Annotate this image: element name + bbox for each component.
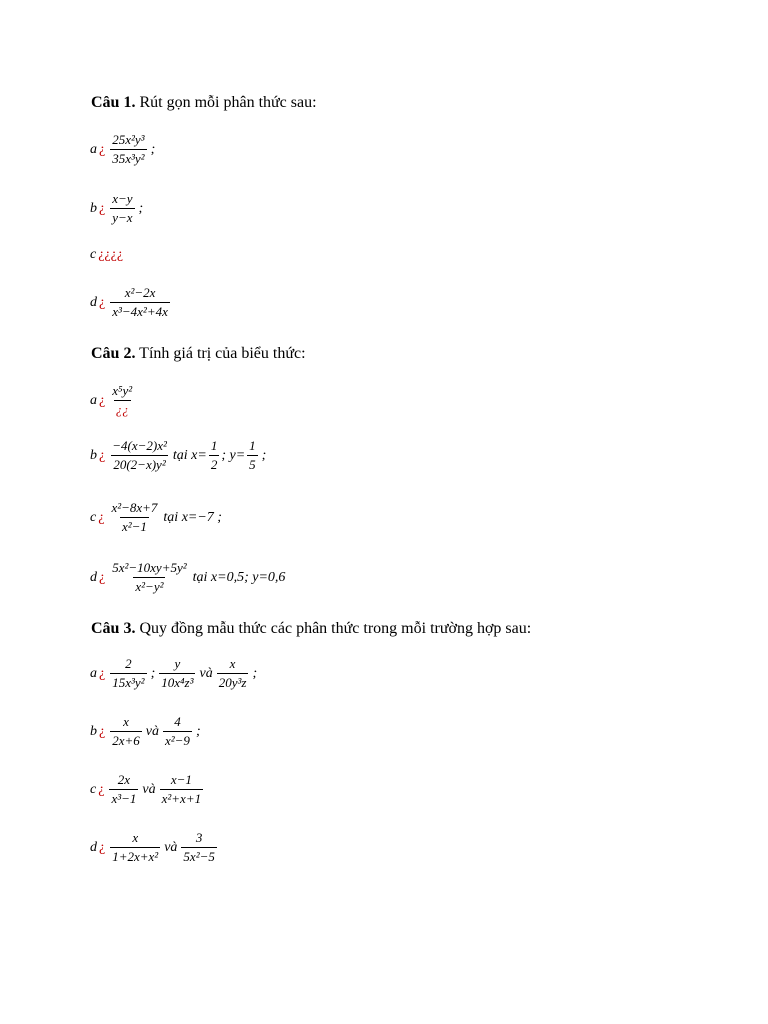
- numerator: 5x²−10xy+5y²: [112, 560, 187, 575]
- item-tail: ;: [261, 447, 267, 463]
- separator: và: [164, 839, 178, 855]
- question-2-text: Tính giá trị của biểu thức:: [139, 345, 306, 362]
- fraction: [110, 714, 142, 749]
- numerator: −4(x−2)x²: [112, 438, 167, 453]
- fraction: [109, 500, 159, 535]
- condition-text: tại x=0,5; y=0,6: [192, 569, 286, 585]
- fraction: [160, 772, 203, 807]
- item-mark: ¿¿¿¿: [98, 247, 124, 262]
- numerator: 1: [210, 438, 218, 453]
- numerator: x: [229, 656, 236, 671]
- fraction: [109, 772, 138, 807]
- item-mark: ¿: [99, 200, 106, 216]
- numerator: x²−2x: [124, 285, 156, 300]
- item-letter: a: [90, 141, 97, 157]
- fraction: [110, 132, 146, 167]
- denominator: x²−9: [164, 733, 190, 748]
- item-mark: ¿: [99, 723, 106, 739]
- item-mark: ¿: [99, 447, 106, 463]
- denominator: 35x³y²: [112, 151, 145, 166]
- item-tail: ;: [252, 665, 258, 681]
- numerator: 2x: [117, 772, 131, 787]
- question-1-text: Rút gọn mỗi phân thức sau:: [139, 94, 317, 111]
- fraction: [247, 438, 258, 473]
- question-2-heading: [91, 344, 306, 364]
- item-letter: a: [90, 392, 97, 408]
- question-3-heading: [91, 619, 531, 639]
- q3-item-d: [90, 830, 219, 865]
- numerator: y: [174, 656, 181, 671]
- denominator: x³−1: [111, 791, 137, 806]
- item-mark: ¿: [99, 141, 106, 157]
- denominator: x²−1: [121, 519, 147, 534]
- question-1-heading: [91, 93, 317, 113]
- q3-item-c: [90, 772, 205, 807]
- fraction: [110, 560, 188, 595]
- numerator: 1: [249, 438, 256, 453]
- item-letter: b: [90, 723, 97, 739]
- q3-item-b: [90, 714, 201, 749]
- fraction: [110, 191, 134, 226]
- condition-text: ; y=: [221, 447, 246, 463]
- numerator: 25x²y³: [112, 132, 145, 147]
- item-mark: ¿: [99, 392, 106, 408]
- q1-item-a: [90, 132, 155, 167]
- item-mark: ¿: [99, 665, 106, 681]
- fraction: [209, 438, 220, 473]
- fraction: [217, 656, 249, 691]
- item-mark: ¿: [98, 509, 105, 525]
- denominator: x³−4x²+4x: [112, 304, 168, 319]
- denominator: 10x⁴z³: [161, 675, 194, 690]
- item-tail: ;: [150, 141, 156, 157]
- q2-item-c: [90, 500, 222, 535]
- fraction: [163, 714, 192, 749]
- condition-text: tại x=−7 ;: [163, 509, 222, 525]
- fraction: [181, 830, 216, 865]
- numerator: x−1: [170, 772, 192, 787]
- q2-item-d: [90, 560, 285, 595]
- denominator: 2: [210, 457, 218, 472]
- denominator: 5x²−5: [183, 849, 215, 864]
- q1-item-d: [90, 285, 172, 320]
- fraction: [110, 285, 170, 320]
- q3-item-a: [90, 656, 257, 691]
- item-mark: ¿: [99, 294, 106, 310]
- item-letter: c: [90, 781, 97, 797]
- denominator: y−x: [112, 210, 133, 225]
- q2-item-b: [90, 438, 266, 473]
- item-mark: ¿: [98, 781, 105, 797]
- fraction: [110, 438, 169, 473]
- fraction: [110, 656, 146, 691]
- question-2-label: Câu 2.: [91, 345, 136, 362]
- separator: và: [199, 665, 213, 681]
- question-3-label: Câu 3.: [91, 620, 136, 637]
- denominator: 5: [249, 457, 256, 472]
- item-letter: d: [90, 294, 97, 310]
- item-mark: ¿: [99, 839, 106, 855]
- item-letter: c: [90, 509, 97, 525]
- q1-item-c: [90, 247, 126, 263]
- numerator: 4: [174, 714, 181, 729]
- separator: ;: [150, 665, 156, 681]
- item-letter: a: [90, 665, 97, 681]
- numerator: x²−8x+7: [111, 500, 158, 515]
- q2-item-a: [90, 383, 136, 418]
- denominator: ¿¿: [115, 402, 129, 417]
- question-3-text: Quy đồng mẫu thức các phân thức trong mỗi trường hợp sau:: [139, 620, 532, 637]
- condition-text: tại x=: [172, 447, 207, 463]
- separator: và: [145, 723, 159, 739]
- item-mark: ¿: [99, 569, 106, 585]
- numerator: x: [132, 830, 139, 845]
- fraction: [110, 830, 160, 865]
- numerator: 3: [195, 830, 203, 845]
- fraction: [159, 656, 195, 691]
- denominator: 1+2x+x²: [112, 849, 159, 864]
- fraction: [110, 383, 134, 418]
- denominator: 20(2−x)y²: [113, 457, 166, 472]
- numerator: x⁵y²: [112, 383, 133, 398]
- numerator: x: [123, 714, 129, 729]
- denominator: 15x³y²: [112, 675, 145, 690]
- separator: và: [142, 781, 156, 797]
- item-letter: b: [90, 200, 97, 216]
- question-1-label: Câu 1.: [91, 94, 136, 111]
- item-letter: d: [90, 839, 97, 855]
- denominator: 2x+6: [112, 733, 140, 748]
- numerator: x−y: [112, 191, 133, 206]
- item-tail: ;: [138, 200, 144, 216]
- denominator: x²+x+1: [161, 791, 202, 806]
- denominator: 20y³z: [218, 675, 247, 690]
- q1-item-b: [90, 191, 143, 226]
- denominator: x²−y²: [135, 579, 164, 594]
- numerator: 2: [125, 656, 132, 671]
- item-letter: c: [90, 247, 97, 262]
- item-letter: b: [90, 447, 97, 463]
- item-letter: d: [90, 569, 97, 585]
- item-tail: ;: [195, 723, 201, 739]
